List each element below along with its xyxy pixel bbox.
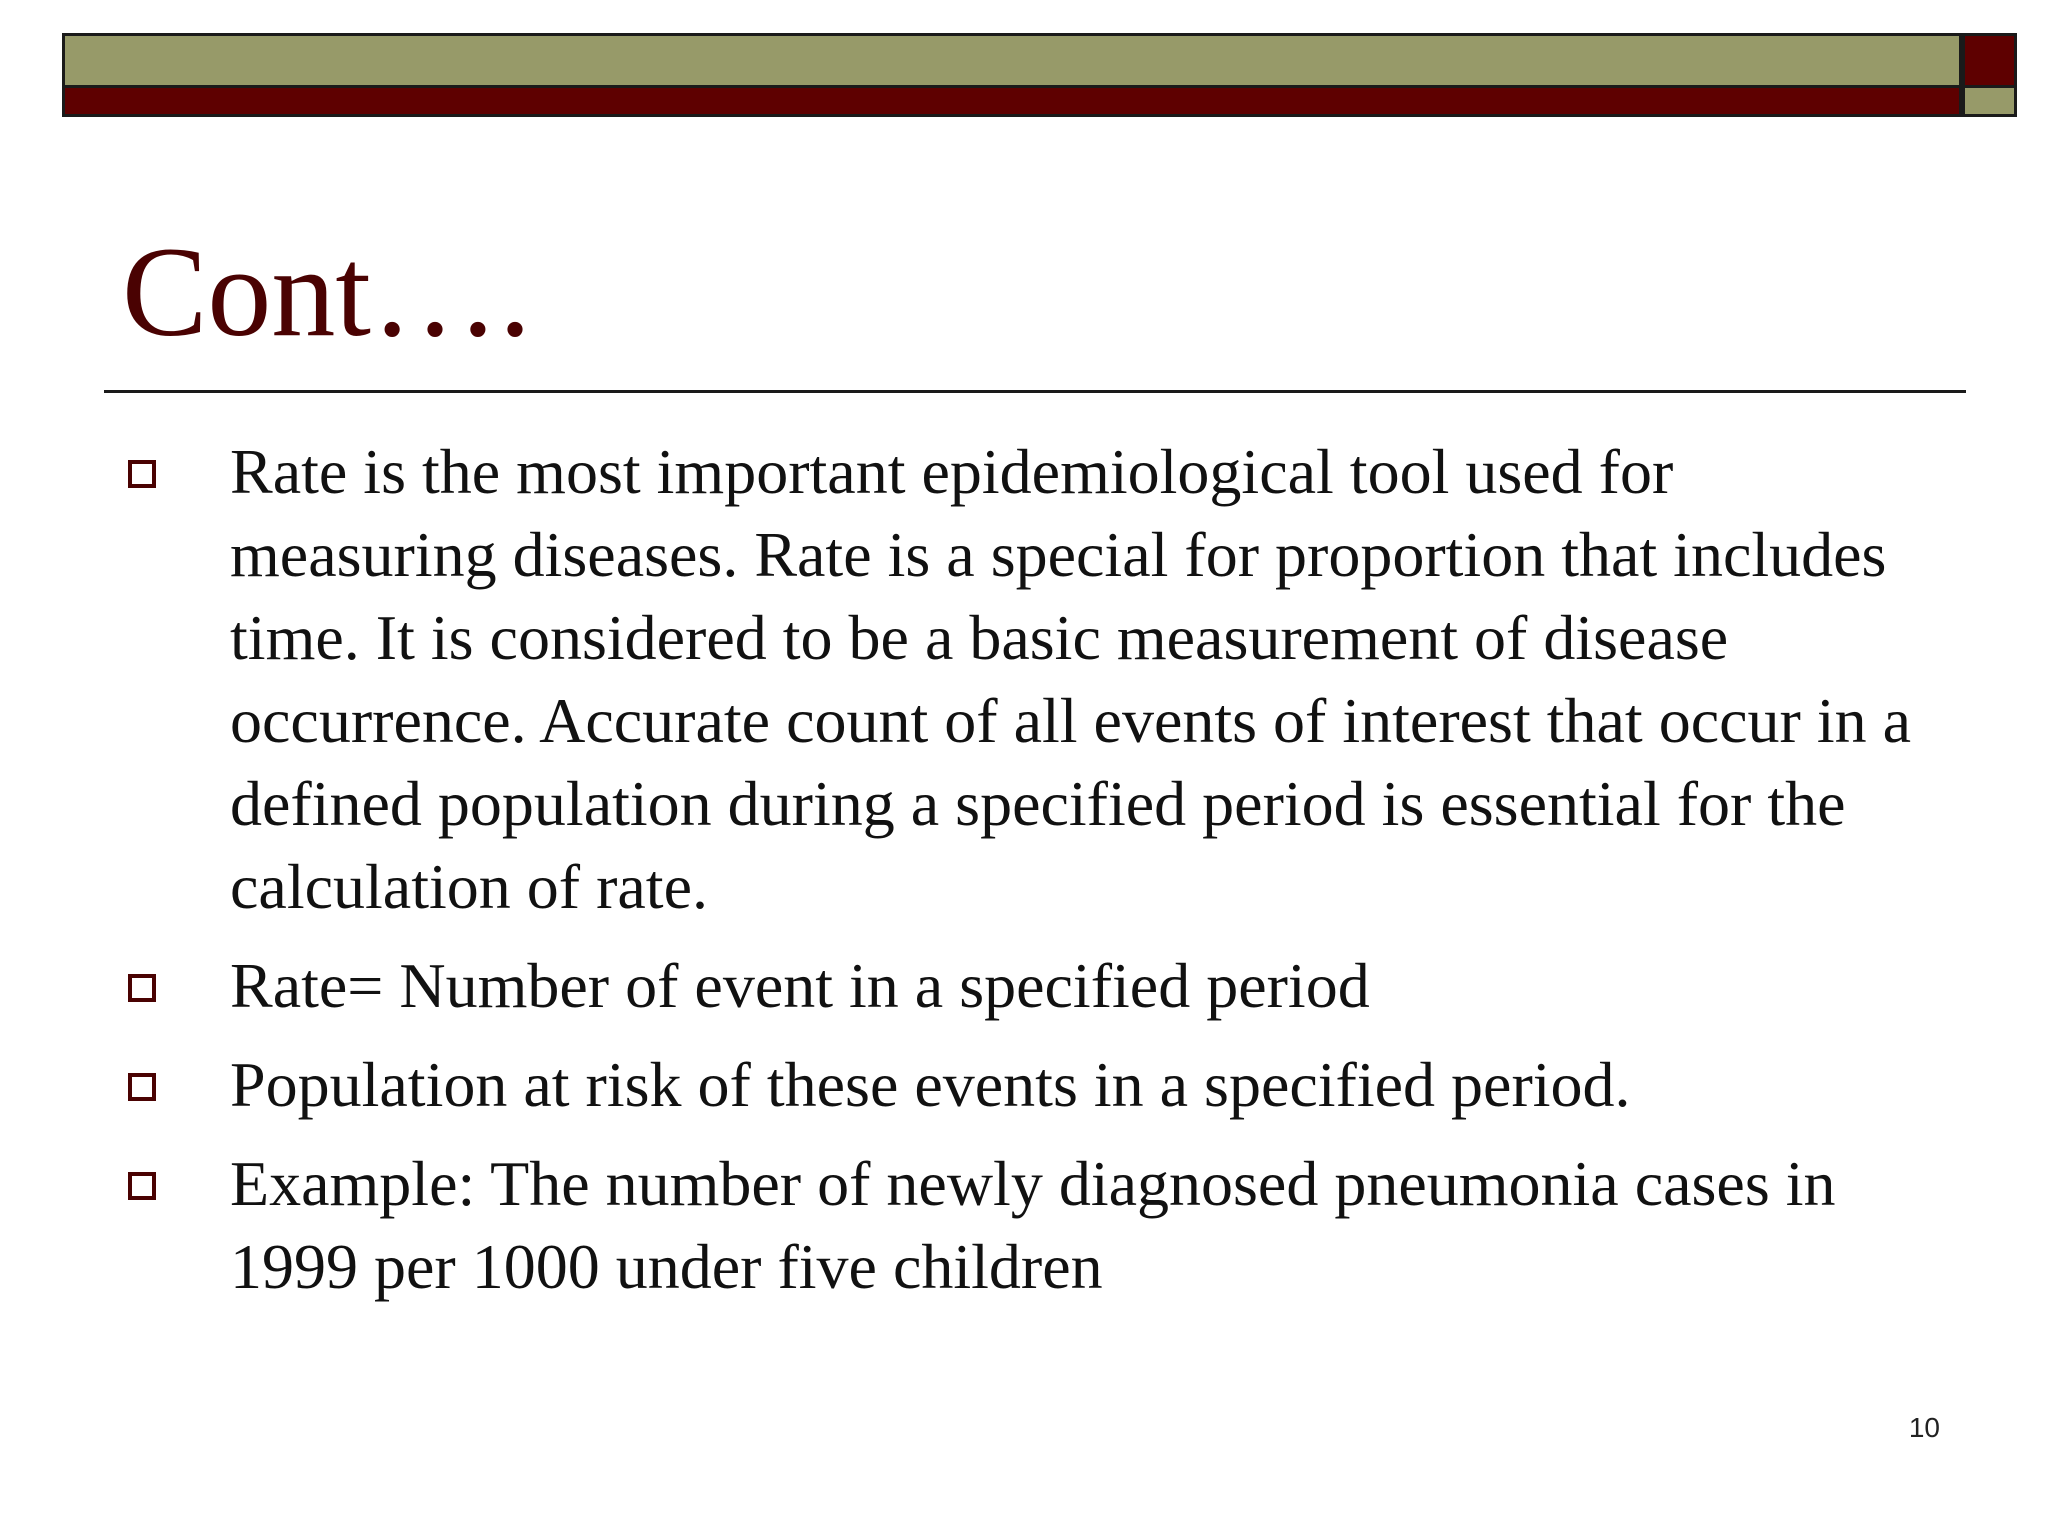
hollow-square-icon — [128, 1073, 156, 1101]
header-corner-maroon — [1962, 33, 2017, 85]
bullet-text: Rate= Number of event in a specified period — [230, 950, 1370, 1021]
bullet-item — [124, 944, 1934, 1027]
bullet-text: Rate is the most important epidemiological tool used for measuring diseases. Rate is a special for proportion that includes time. It is considered to be a basic measurement of disease occurrence. Accurate count of all events of interest that occur in a defined population during a specified period is essential for the calculation of rate. — [230, 436, 1911, 922]
slide-title: Cont…. — [122, 221, 531, 363]
hollow-square-icon — [128, 1172, 156, 1200]
bullet-item — [124, 1043, 1934, 1126]
title-divider — [104, 390, 1966, 393]
header-band-maroon — [62, 85, 1962, 117]
hollow-square-icon — [128, 974, 156, 1002]
bullet-list — [124, 430, 1934, 1324]
bullet-text: Example: The number of newly diagnosed pneumonia cases in 1999 per 1000 under five children — [230, 1148, 1836, 1302]
bullet-text: Population at risk of these events in a specified period. — [230, 1049, 1631, 1120]
header-corner-olive — [1962, 85, 2017, 117]
header-band-olive — [62, 33, 1962, 85]
hollow-square-icon — [128, 460, 156, 488]
bullet-item — [124, 1142, 1934, 1308]
page-number: 10 — [1908, 1412, 1940, 1443]
bullet-item — [124, 430, 1934, 928]
